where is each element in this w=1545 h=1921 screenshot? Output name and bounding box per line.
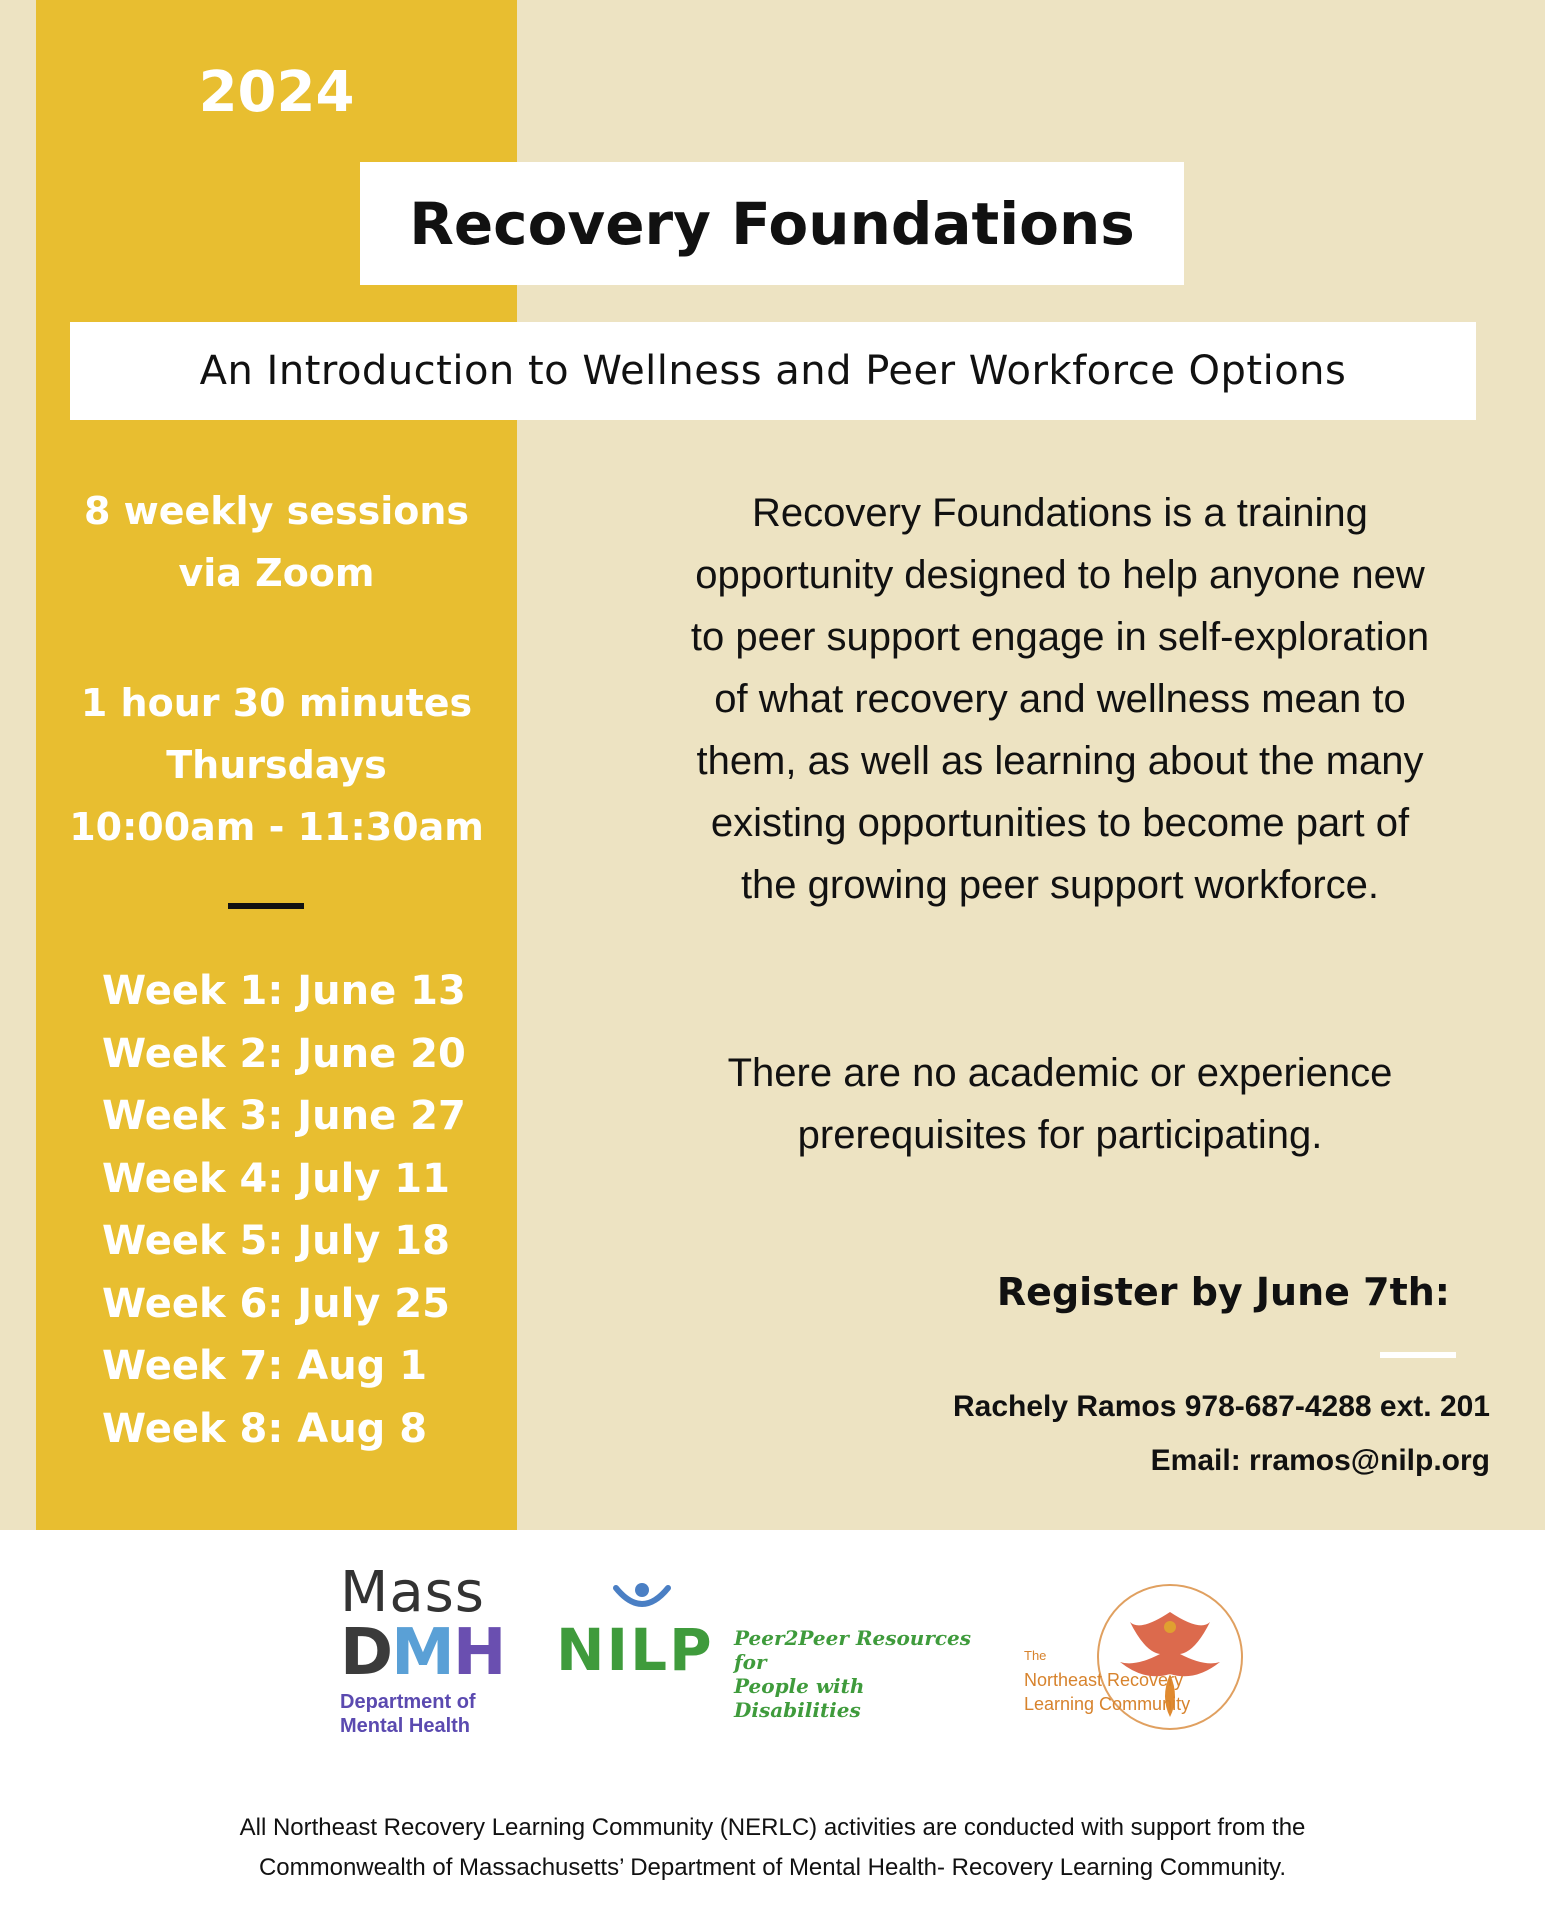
- footer-line: All Northeast Recovery Learning Community (NERLC) activities are conducted with support from the: [239, 1814, 1306, 1841]
- page-title: Recovery Foundations: [409, 189, 1135, 258]
- footer-disclaimer: [0, 1808, 1545, 1888]
- week-item: Week 4: July 11: [102, 1155, 450, 1202]
- week-item: Week 2: June 20: [102, 1030, 466, 1077]
- prerequisites-paragraph: [560, 1042, 1545, 1166]
- page-subtitle: An Introduction to Wellness and Peer Workforce Options: [199, 348, 1347, 394]
- register-divider: [1380, 1352, 1456, 1358]
- contact-block: [953, 1380, 1490, 1488]
- description-line: opportunity designed to help anyone new: [695, 553, 1425, 597]
- description-line: them, as well as learning about the many: [696, 739, 1424, 783]
- week-item: Week 1: June 13: [102, 968, 466, 1014]
- description-line: of what recovery and wellness mean to: [714, 677, 1406, 721]
- prereq-line: prerequisites for participating.: [797, 1113, 1323, 1157]
- week-item: Week 5: July 18: [102, 1218, 450, 1264]
- sessions-line-1: 8 weekly sessions: [83, 489, 470, 533]
- prereq-line: There are no academic or experience: [727, 1051, 1393, 1095]
- description-line: to peer support engage in self-exploration: [690, 615, 1430, 659]
- description-line: existing opportunities to become part of: [710, 801, 1410, 845]
- contact-email[interactable]: Email: rramos@nilp.org: [1150, 1444, 1490, 1477]
- sessions-info: [36, 480, 517, 604]
- footer-line: Commonwealth of Massachusetts’ Department of Mental Health- Recovery Learning Community.: [258, 1854, 1287, 1881]
- nilp-logo: NILP Peer2Peer Resources for People with Disabilities: [556, 1600, 996, 1710]
- year-label: 2024: [198, 60, 355, 125]
- week-item: Week 3: June 27: [102, 1093, 466, 1139]
- description-paragraph: [560, 482, 1545, 916]
- register-heading: Register by June 7th:: [996, 1270, 1450, 1314]
- mass-dmh-logo: Mass DMH Department of Mental Health: [340, 1560, 505, 1737]
- description-line: the growing peer support workforce.: [740, 863, 1380, 907]
- duration-text: 1 hour 30 minutes: [80, 681, 473, 725]
- subtitle-box: [70, 322, 1476, 420]
- week-item: Week 6: July 25: [102, 1280, 450, 1327]
- sessions-line-2: via Zoom: [178, 551, 375, 595]
- description-line: Recovery Foundations is a training: [752, 491, 1368, 535]
- logo-row: [0, 1560, 1545, 1740]
- week-list: [102, 960, 466, 1460]
- contact-phone: Rachely Ramos 978-687-4288 ext. 201: [952, 1390, 1490, 1423]
- dmh-letters: DMH: [340, 1616, 505, 1690]
- time-info: [36, 672, 517, 858]
- week-item: Week 8: Aug 8: [102, 1405, 428, 1452]
- time-text: 10:00am - 11:30am: [69, 805, 484, 849]
- day-text: Thursdays: [166, 743, 387, 787]
- title-box: [360, 162, 1184, 285]
- divider-dash: [228, 903, 304, 909]
- week-item: Week 7: Aug 1: [102, 1343, 428, 1389]
- person-figure-icon: [612, 1580, 672, 1620]
- nerlc-logo: The Northeast Recovery Learning Community: [1020, 1582, 1280, 1732]
